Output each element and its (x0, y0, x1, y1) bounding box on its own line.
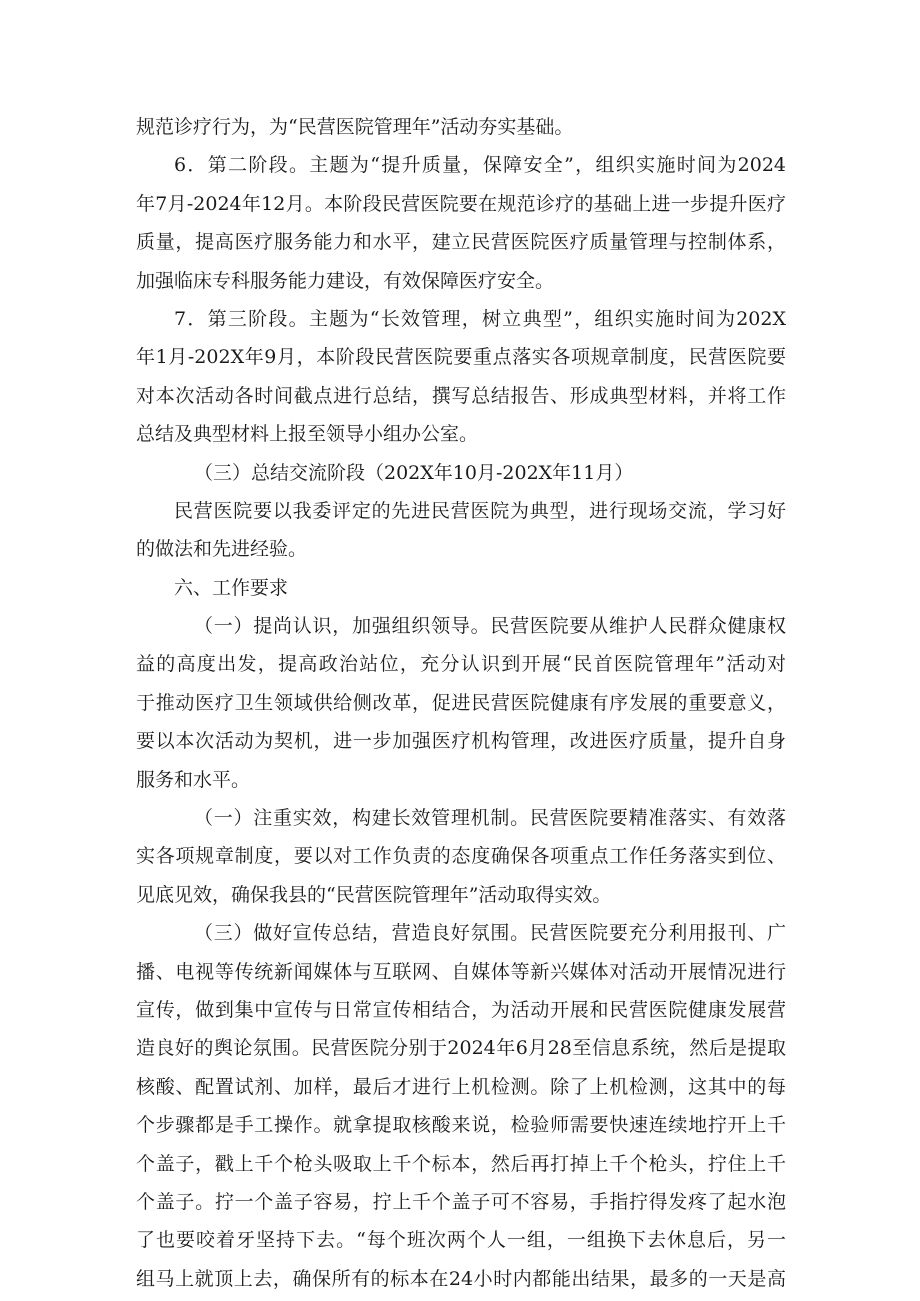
text-line: 六、工作要求 (174, 576, 289, 599)
text-line: （三）总结交流阶段（202X年10月-202X年11月） (194, 461, 634, 484)
text-line: 于推动医疗卫生领域供给侧改革，促进民营医院健康有序发展的重要意义， (136, 691, 786, 714)
text-line: 实各项规章制度，要以对工作负责的态度确保各项重点工作任务落实到位、 (136, 845, 786, 868)
text-line: 个盖子。拧一个盖子容易，拧上千个盖子可不容易，手指拧得发疼了起水泡 (136, 1190, 786, 1213)
text-line: 7．第三阶段。主题为“长效管理，树立典型”，组织实施时间为202X (174, 307, 786, 330)
text-line: 个步骤都是手工操作。就拿提取核酸来说，检验师需要快速连续地拧开上千 (136, 1114, 786, 1137)
text-line: 造良好的舆论氛围。民营医院分别于2024年6月28至信息系统，然后是提取 (136, 1037, 786, 1060)
text-line: （一）提尚认识，加强组织领导。民营医院要从维护人民群众健康权 (194, 615, 786, 638)
text-line: （三）做好宣传总结，营造良好氛围。民营医院要充分利用报刊、广 (194, 922, 786, 945)
text-line: 规范诊疗行为，为“民营医院管理年”活动夯实基础。 (136, 116, 574, 138)
text-line: 核酸、配置试剂、加样，最后才进行上机检测。除了上机检测，这其中的每 (136, 1075, 786, 1098)
text-line: 个盖子，戳上千个枪头吸取上千个标本，然后再打掉上千个枪头，拧住上千 (136, 1152, 786, 1175)
text-line: 见底见效，确保我县的“民营医院管理年”活动取得实效。 (136, 883, 612, 906)
text-line: 质量，提高医疗服务能力和水平，建立民营医院医疗质量管理与控制体系， (136, 231, 786, 254)
document-body (136, 108, 786, 1298)
text-line: 年7月-2024年12月。本阶段民营医院要在规范诊疗的基础上进一步提升医疗 (136, 192, 786, 215)
text-line: 了也要咬着牙坚持下去。“每个班次两个人一组，一组换下去休息后，另一 (136, 1229, 786, 1252)
text-line: 益的高度出发，提高政治站位，充分认识到开展“民首医院管理年”活动对 (136, 653, 786, 676)
text-line: 的做法和先进经验。 (136, 538, 308, 561)
text-line: 播、电视等传统新闻媒体与互联网、自媒体等新兴媒体对活动开展情况进行 (136, 960, 786, 983)
text-line: 要以本次活动为契机，进一步加强医疗机构管理，改进医疗质量，提升自身 (136, 730, 786, 753)
text-line: 对本次活动各时间截点进行总结，撰写总结报告、形成典型材料，并将工作 (136, 384, 786, 407)
text-line: 6．第二阶段。主题为“提升质量，保障安全”，组织实施时间为2024 (174, 154, 786, 177)
text-line: 年1月-202X年9月，本阶段民营医院要重点落实各项规章制度，民营医院要 (136, 346, 786, 369)
text-line: 总结及典型材料上报至领导小组办公室。 (136, 423, 479, 446)
text-line: 民营医院要以我委评定的先进民营医院为典型，进行现场交流，学习好 (174, 499, 786, 522)
text-line: 宣传，做到集中宣传与日常宣传相结合，为活动开展和民营医院健康发展营 (136, 998, 786, 1021)
text-line: 服务和水平。 (136, 768, 251, 791)
text-line: （一）注重实效，构建长效管理机制。民营医院要精准落实、有效落 (194, 807, 786, 830)
text-line: 加强临床专科服务能力建设，有效保障医疗安全。 (136, 269, 555, 292)
text-line: 组马上就顶上去，确保所有的标本在24小时内都能出结果，最多的一天是高 (136, 1267, 786, 1290)
